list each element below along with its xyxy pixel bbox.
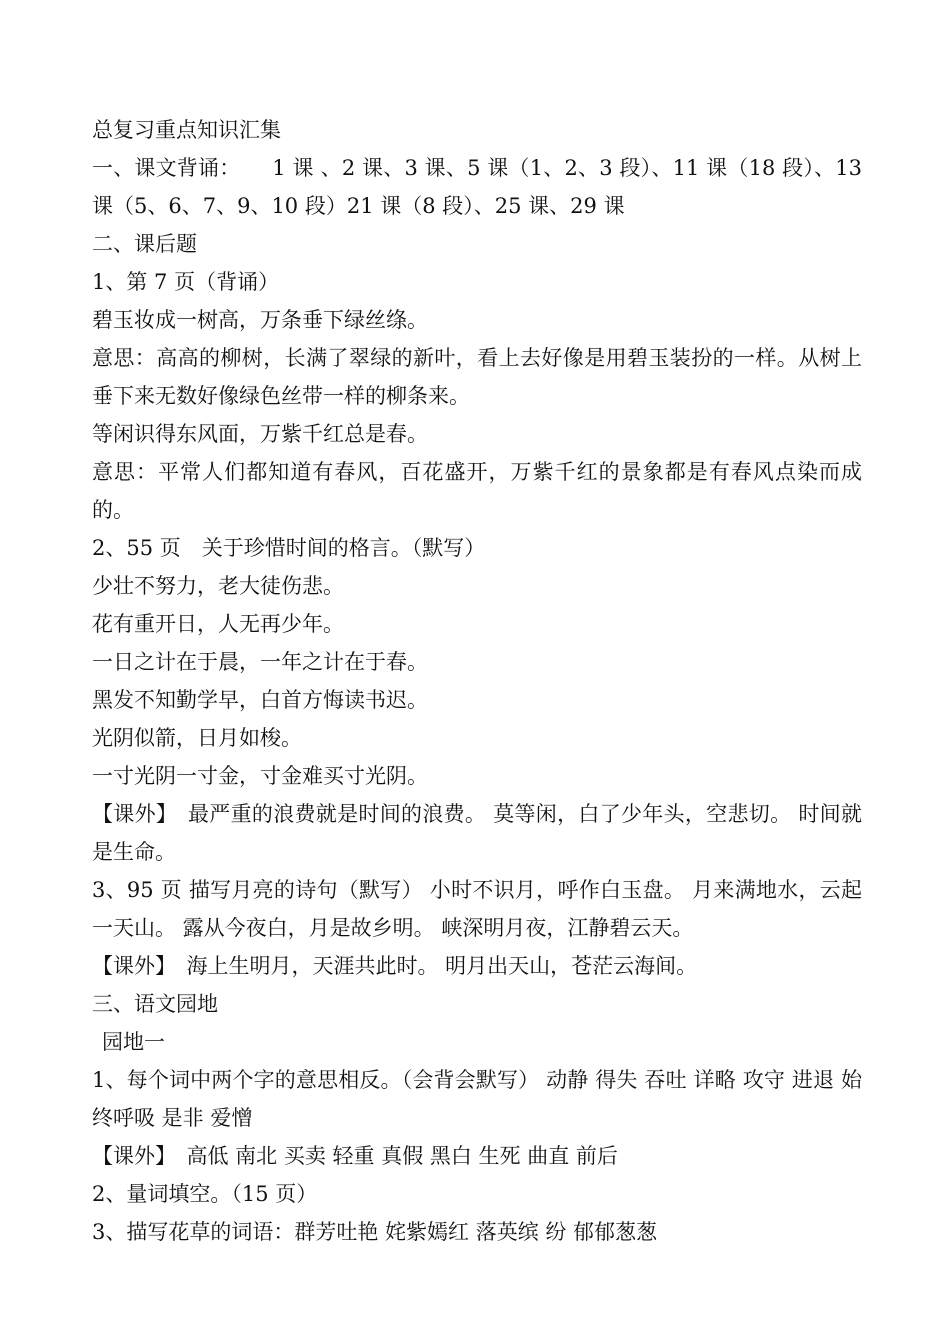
poem-line: 等闲识得东风面，万紫千红总是春。 [92,422,428,446]
meaning-paragraph: 意思：平常人们都知道有春风，百花盛开，万紫千红的景象都是有春风点染而成的。 [92,460,862,522]
item-measure-words: 2、量词填空。（15 页） [92,1182,318,1206]
extracurricular-paragraph: 【课外】 最严重的浪费就是时间的浪费。 莫等闲，白了少年头，空悲切。 时间就是生命。 [92,802,862,864]
subsection-garden-one: 园地一 [102,1030,165,1054]
item-antonym-words: 1、每个词中两个字的意思相反。（会背会默写） 动静 得失 吞吐 详略 攻守 进退 始终呼吸 是非 爱憎 [92,1068,862,1130]
proverb-line: 一寸光阴一寸金，寸金难买寸光阴。 [92,764,428,788]
extracurricular-paragraph: 【课外】 高低 南北 买卖 轻重 真假 黑白 生死 曲直 前后 [92,1144,618,1168]
section-heading-after-class: 二、课后题 [92,232,197,256]
proverb-line: 黑发不知勤学早，白首方悔读书迟。 [92,688,428,712]
section-recitation: 一、课文背诵： 1 课 、2 课、3 课、5 课（1、2、3 段）、11 课（18 段）、13 课（5、6、7、9、10 段）21 课（8 段）、25 课、29 课 [92,156,862,218]
document-title: 总复习重点知识汇集 [92,118,281,142]
proverb-line: 光阴似箭，日月如梭。 [92,726,302,750]
item-flower-words: 3、描写花草的词语：群芳吐艳 姹紫嫣红 落英缤 纷 郁郁葱葱 [92,1220,658,1244]
proverb-line: 花有重开日，人无再少年。 [92,612,344,636]
poem-line: 碧玉妆成一树高，万条垂下绿丝绦。 [92,308,428,332]
document-body [92,111,862,1251]
proverb-line: 少壮不努力，老大徒伤悲。 [92,574,344,598]
item-page-55: 2、55 页 关于珍惜时间的格言。（默写） [92,536,486,560]
section-heading-chinese-garden: 三、语文园地 [92,992,218,1016]
meaning-paragraph: 意思：高高的柳树，长满了翠绿的新叶，看上去好像是用碧玉装扮的一样。从树上垂下来无数好像绿色丝带一样的柳条来。 [92,346,862,408]
item-page-95: 3、95 页 描写月亮的诗句（默写） 小时不识月，呼作白玉盘。 月来满地水，云起一天山。 露从今夜白，月是故乡明。 峡深明月夜，江静碧云天。 [92,878,862,940]
item-page-7: 1、第 7 页（背诵） [92,270,280,294]
extracurricular-paragraph: 【课外】 海上生明月，天涯共此时。 明月出天山，苍茫云海间。 [92,954,698,978]
proverb-line: 一日之计在于晨，一年之计在于春。 [92,650,428,674]
